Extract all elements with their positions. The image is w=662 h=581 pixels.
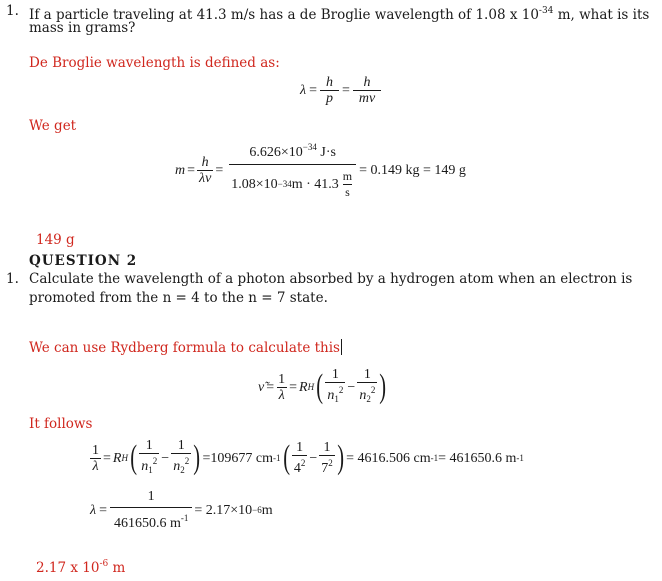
q1-question-exponent: -34 [538, 6, 554, 16]
denominator-n2-squared-2: $n_2^2$ [171, 453, 191, 478]
lambda-symbol-2: λ [90, 502, 97, 518]
equals-sign-5: = [266, 379, 275, 395]
right-paren-2: ) [193, 439, 201, 476]
wavelength-exponent: −34 [277, 179, 292, 189]
q2-answer-exponent: -6 [99, 559, 109, 569]
q1-number: 1. [6, 3, 19, 19]
left-paren-3: ( [282, 439, 290, 476]
denominator-mv: mv [353, 90, 381, 106]
result-m: = 461650.6 m [438, 450, 517, 466]
wavelength-result-unit: m [261, 502, 273, 518]
lambda-symbol: λ [300, 83, 307, 98]
fraction-one-over-n1-squared [325, 367, 345, 407]
numerator-one: 1 [278, 371, 286, 387]
minus-sign: − [347, 379, 356, 395]
result-cm: = 4616.506 cm [346, 450, 431, 466]
q1-question-text-end: m, what is its [553, 7, 650, 23]
result-cm-exponent: -1 [430, 452, 439, 463]
numerator-one-3: 1 [363, 367, 371, 382]
numerator-one-7: 1 [296, 440, 304, 455]
right-paren-3: ) [337, 439, 344, 476]
q2-answer-base: 2.17 x 10 [36, 560, 100, 576]
result-m-exponent: -1 [516, 452, 524, 463]
question-2-heading: QUESTION 2 [29, 253, 138, 269]
denominator-p: p [320, 90, 339, 106]
wavelength-result-exponent: −6 [252, 504, 262, 515]
numerator-one-4: 1 [92, 442, 99, 458]
minus-sign-2: − [161, 450, 170, 466]
equals-sign-3: = [187, 162, 196, 178]
q2-answer [36, 556, 125, 577]
left-paren: ( [316, 368, 324, 405]
numerator-h: h [325, 75, 333, 90]
numerator-one-6: 1 [177, 438, 185, 453]
numerator-h-3: h [201, 154, 209, 170]
q1-question-line2: mass in grams? [29, 20, 136, 36]
fraction-one-over-lambda [276, 372, 287, 403]
speed-unit-s: s [345, 185, 350, 199]
denominator-n1-squared-2: $n_1^2$ [139, 453, 159, 478]
mass-result: = 0.149 kg = 149 g [359, 162, 466, 178]
rydberg-constant-symbol: R [299, 379, 308, 395]
q1-answer: 149 g [36, 232, 75, 248]
numerator-one-2: 1 [331, 367, 339, 382]
definition-label: De Broglie wavelength is defined as: [29, 55, 280, 71]
rydberg-subscript-2: H [121, 452, 128, 463]
minus-sign-3: − [309, 450, 318, 466]
speed-unit-m: m [342, 169, 353, 183]
it-follows-label: It follows [29, 416, 93, 432]
fraction-h-over-p [320, 75, 339, 106]
denominator-n1-squared: $n_1^2$ [325, 382, 345, 407]
numerator-h-2: h [363, 75, 371, 90]
planck-constant: 6.626×10 [249, 145, 303, 160]
fraction-one-over-lambda-2 [90, 443, 101, 474]
text-cursor [341, 339, 342, 355]
mass-equation [175, 140, 466, 200]
equals-sign-8: = [99, 502, 107, 518]
q1-question-text: If a particle traveling at 41.3 m/s has a de Broglie wavelength of 1.08 x 10 [29, 7, 539, 23]
wavelength-unit: m · 41.3 [291, 177, 339, 192]
planck-exponent: −34 [302, 142, 317, 152]
equals-sign-4: = [215, 162, 224, 178]
fraction-n2-term [171, 438, 191, 478]
wavelength-value: 1.08×10 [231, 177, 278, 192]
rydberg-constant-symbol-2: R [112, 450, 122, 466]
rydberg-constant-exponent: -1 [273, 452, 281, 463]
wavelength-denominator: 461650.6 $m^{-1}$ [110, 507, 192, 531]
speed-unit-fraction [341, 169, 354, 200]
denominator-lambda: λ [278, 387, 285, 403]
denominator-7-squared: $7^2$ [319, 455, 335, 476]
rydberg-label-text: We can use Rydberg formula to calculate this [29, 340, 340, 356]
fraction-h-over-lambda-v [197, 155, 213, 186]
q2-question-line1: Calculate the wavelength of a photon absorbed by a hydrogen atom when an electron is [29, 271, 633, 287]
q2-number: 1. [6, 271, 19, 287]
numerator-one-5: 1 [145, 438, 153, 453]
equals-sign-2: = [341, 83, 350, 98]
fraction-n1-term [139, 438, 159, 478]
denominator-lambda-v: λv [199, 170, 212, 186]
wavenumber-symbol: ν̃ [258, 379, 265, 395]
rydberg-constant-value: =109677 cm [202, 450, 274, 466]
denominator-4-squared: $4^2$ [292, 455, 308, 476]
mass-symbol: m [175, 162, 186, 178]
fraction-h-over-mv [353, 75, 381, 106]
rydberg-label [29, 339, 342, 357]
numeric-denominator [229, 164, 356, 200]
fraction-one-over-7-squared [319, 440, 335, 476]
numerator-one-8: 1 [323, 440, 331, 455]
denominator-lambda-2: λ [92, 458, 99, 474]
equals-sign-7: = [103, 450, 111, 466]
de-broglie-equation [300, 75, 381, 106]
left-paren-2: ( [130, 439, 138, 476]
fraction-one-over-n2-squared [357, 367, 377, 407]
wavelength-result: = 2.17×10 [194, 502, 253, 518]
equals-sign-6: = [289, 379, 298, 395]
we-get-label: We get [29, 118, 77, 134]
wavelength-numerator: 1 [147, 489, 155, 504]
q2-answer-unit: m [108, 560, 126, 576]
fraction-wavelength [110, 489, 192, 531]
numeric-numerator [247, 140, 338, 164]
right-paren: ) [379, 368, 387, 405]
planck-unit: J·s [316, 145, 336, 160]
denominator-n2-squared: $n_2^2$ [357, 382, 377, 407]
rydberg-equation [258, 367, 389, 407]
wavelength-equation [90, 489, 273, 531]
rydberg-calculation [90, 438, 524, 478]
fraction-one-over-4-squared [292, 440, 308, 476]
numeric-fraction [229, 140, 356, 200]
rydberg-subscript: H [307, 381, 315, 392]
equals-sign: = [309, 83, 317, 98]
q2-question-line2: promoted from the n = 4 to the n = 7 state. [29, 290, 328, 306]
